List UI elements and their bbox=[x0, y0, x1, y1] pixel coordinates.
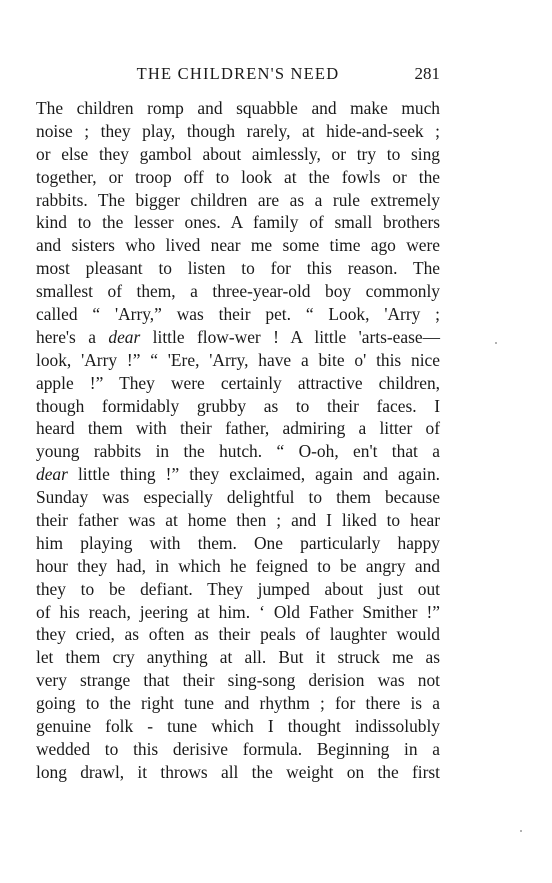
text-line: kind to the lesser ones. A family of small brothers bbox=[36, 212, 440, 233]
text-line: heard them with their father, admiring a litter of bbox=[36, 418, 440, 439]
text-line: they to be defiant. They jumped about just out bbox=[36, 578, 440, 599]
text-line: The children romp and squabble and make much bbox=[36, 98, 440, 118]
text-line: him playing with them. One particularly happy bbox=[36, 532, 440, 553]
text-line: smallest of them, a three-year-old boy commonly bbox=[36, 281, 440, 302]
text-segment: little thing !” they exclaimed, again and again. bbox=[67, 464, 440, 485]
text-line-with-italic bbox=[36, 326, 440, 349]
text-line: look, 'Arry !” “ 'Ere, 'Arry, have a bite o' this nice bbox=[36, 349, 440, 370]
text-line: let them cry anything at all. But it struck me as bbox=[36, 647, 440, 668]
page-number: 281 bbox=[414, 64, 440, 83]
body-text bbox=[36, 97, 440, 784]
text-line: called “ 'Arry,” was their pet. “ Look, 'Arry ; bbox=[36, 304, 440, 325]
text-line: their father was at home then ; and I liked to hear bbox=[36, 510, 440, 531]
text-line: and sisters who lived near me some time ago were bbox=[36, 235, 440, 256]
text-line: most pleasant to listen to for this reason. The bbox=[36, 258, 440, 279]
page-header bbox=[36, 64, 440, 88]
text-line: hour they had, in which he feigned to be angry and bbox=[36, 555, 440, 576]
italic-word: dear bbox=[108, 326, 141, 347]
italic-word: dear bbox=[36, 464, 68, 485]
text-line: noise ; they play, though rarely, at hide-and-seek ; bbox=[36, 120, 440, 141]
text-line: long drawl, it throws all the weight on the first bbox=[36, 761, 440, 782]
text-line: apple !” They were certainly attractive children, bbox=[36, 372, 440, 393]
text-line: genuine folk - tune which I thought indissolubly bbox=[36, 716, 440, 737]
running-head: THE CHILDREN'S NEED bbox=[136, 64, 340, 83]
text-line: wedded to this derisive formula. Beginning in a bbox=[36, 738, 440, 759]
paper-speck bbox=[520, 830, 522, 832]
text-line-with-italic bbox=[36, 463, 440, 486]
text-line: of his reach, jeering at him. ‘ Old Father Smither !” bbox=[36, 601, 440, 622]
text-line: or else they gambol about aimlessly, or try to sing bbox=[36, 143, 440, 164]
text-line: though formidably grubby as to their faces. I bbox=[36, 395, 440, 416]
text-line: they cried, as often as their peals of laughter would bbox=[36, 624, 440, 645]
text-line: together, or troop off to look at the fowls or the bbox=[36, 166, 440, 187]
text-segment: little flow-wer ! A little 'arts-ease— bbox=[140, 326, 440, 347]
paper-speck bbox=[495, 342, 497, 344]
text-line: rabbits. The bigger children are as a rule extremely bbox=[36, 189, 440, 210]
text-line: very strange that their sing-song derision was not bbox=[36, 670, 440, 691]
text-segment: here's a bbox=[36, 326, 109, 347]
text-line: young rabbits in the hutch. “ O-oh, en't that a bbox=[36, 441, 440, 462]
text-line: going to the right tune and rhythm ; for there is a bbox=[36, 693, 440, 714]
text-line: Sunday was especially delightful to them because bbox=[36, 487, 440, 508]
